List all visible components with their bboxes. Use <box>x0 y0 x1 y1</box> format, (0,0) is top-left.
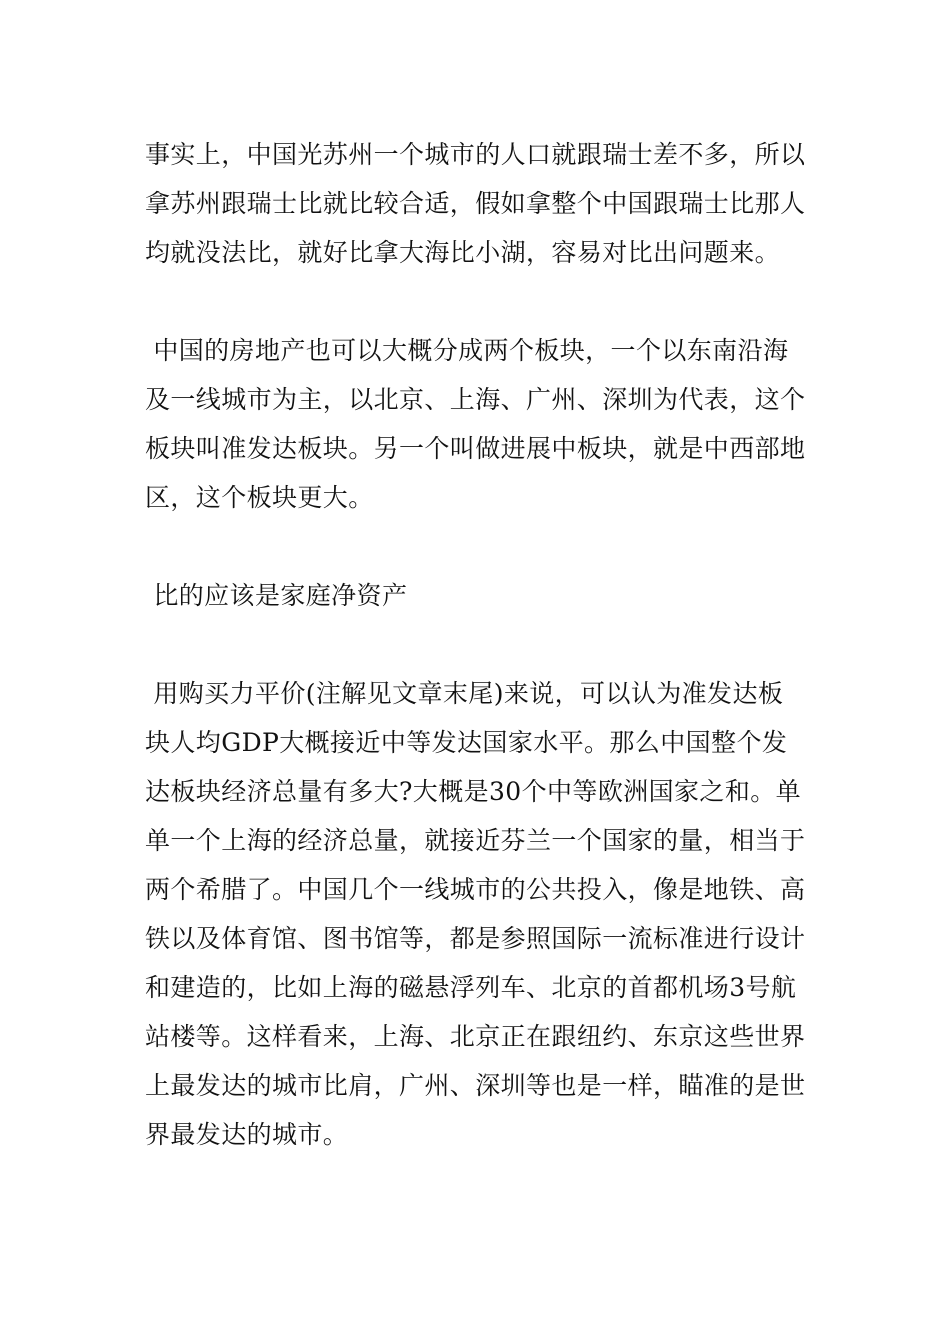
paragraph-purchasing-power: 用购买力平价(注解见文章末尾)来说，可以认为准发达板块人均GDP大概接近中等发达国家水平。那么中国整个发达板块经济总量有多大?大概是30个中等欧洲国家之和。单单一个上海的经济总量，就接近芬兰一个国家的量，相当于两个希腊了。中国几个一线城市的公共投入，像是地铁、高铁以及体育馆、图书馆等，都是参照国际一流标准进行设计和建造的，比如上海的磁悬浮列车、北京的首都机场3号航站楼等。这样看来，上海、北京正在跟纽约、东京这些世界上最发达的城市比肩，广州、深圳等也是一样，瞄准的是世界最发达的城市。 <box>145 679 806 1149</box>
paragraph-gap <box>145 522 807 571</box>
section-heading-net-assets: 比的应该是家庭净资产 <box>145 581 408 610</box>
paragraph-real-estate-blocks: 中国的房地产也可以大概分成两个板块，一个以东南沿海及一线城市为主，以北京、上海、广州、深圳为代表，这个板块叫准发达板块。另一个叫做进展中板块，就是中西部地区，这个板块更大。 <box>145 336 806 512</box>
document-body <box>145 130 807 1159</box>
paragraph-gap <box>145 620 807 669</box>
paragraph-gap <box>145 277 807 326</box>
paragraph-suzhou-switzerland: 事实上，中国光苏州一个城市的人口就跟瑞士差不多，所以拿苏州跟瑞士比就比较合适，假如拿整个中国跟瑞士比那人均就没法比，就好比拿大海比小湖，容易对比出问题来。 <box>145 140 806 267</box>
